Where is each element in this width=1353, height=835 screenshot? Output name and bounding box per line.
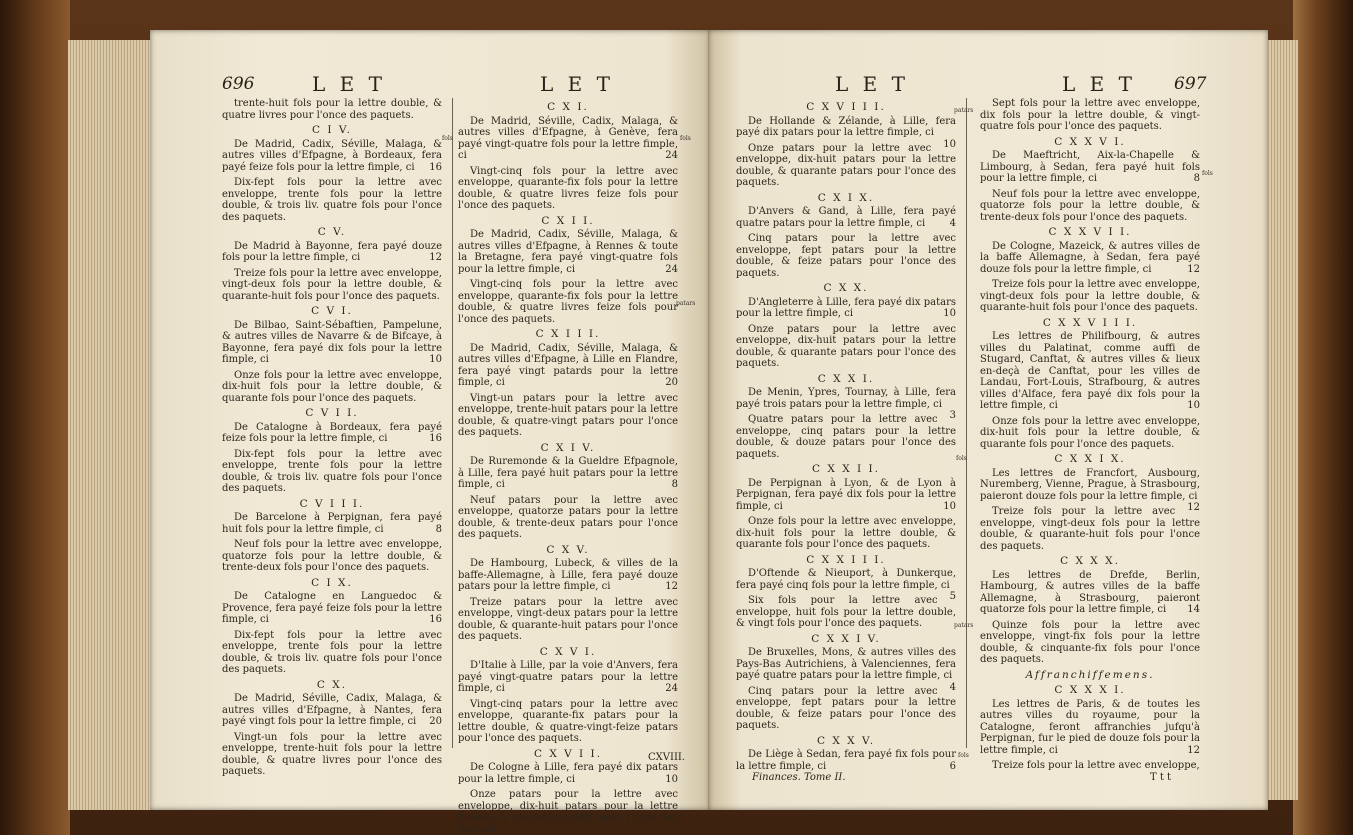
- paragraph-text: Neuf fols pour la lettre avec enveloppe, quatorze fols pour la lettre double, & trente-deux fols pour l'once des paquets.: [222, 539, 442, 573]
- margin-note: patars: [676, 300, 696, 307]
- paragraph-text: De Hambourg, Lubeck, & villes de la baffe-Allemagne, à Lille, fera payé douze patars pour la lettre fimple, ci: [458, 558, 678, 592]
- book-edge-right: [1293, 0, 1353, 835]
- paragraph: [458, 229, 678, 275]
- section-number: C X I I I.: [535, 328, 601, 340]
- paragraph-text: Onze patars pour la lettre avec enveloppe, dix-huit patars pour la lettre double, & quarante patars pour l'once des paquets.: [736, 323, 956, 369]
- paragraph: [736, 233, 956, 279]
- rate-amount: 10: [943, 138, 956, 150]
- section-number: C V I.: [311, 305, 353, 317]
- paragraph-text: Neuf fols pour la lettre avec enveloppe, quatorze fols pour la lettre double, & trente-deux fols pour l'once des paquets.: [980, 188, 1200, 223]
- paragraph: [736, 206, 956, 229]
- paragraph-text: Dix-fept fols pour la lettre avec enveloppe, trente fols pour la lettre double, & trois liv. quatre fols pour l'once des paquets.: [222, 448, 442, 494]
- rate-amount: 12: [1187, 502, 1200, 513]
- paragraph-text: Vingt-cinq fols pour la lettre avec enveloppe, quarante-fix fols pour la lettre double, & quatre livres feize fols pour l'once des paquets.: [458, 165, 678, 211]
- paragraph: [980, 467, 1200, 513]
- page-edges-right: [1266, 40, 1298, 800]
- left-column-2: [458, 98, 678, 835]
- paragraph: [222, 693, 442, 728]
- right-running-head-1: L E T: [835, 72, 909, 96]
- section-number: C X V.: [546, 543, 590, 556]
- paragraph: [736, 568, 956, 602]
- left-folio: 696: [222, 74, 255, 94]
- paragraph-text: Onze fols pour la lettre avec enveloppe, dix-huit fols pour la lettre double, & quarante fols pour l'once des paquets.: [222, 369, 442, 404]
- paragraph-text: De Cologne à Lille, fera payé dix patars pour la lettre fimple, ci: [458, 762, 678, 785]
- paragraph-text: D'Italie à Lille, par la voie d'Anvers, fera payé vingt-quatre patars pour la lettre fimple, ci: [458, 660, 678, 694]
- paragraph: [980, 570, 1200, 616]
- paragraph: [458, 495, 678, 541]
- paragraph-text: Onze fols pour la lettre avec enveloppe, dix-huit fols pour la lettre double, & quarante fols pour l'once des paquets.: [980, 415, 1200, 450]
- paragraph: [980, 189, 1200, 224]
- section-number: C X I.: [547, 101, 589, 113]
- rate-amount: 16: [429, 433, 442, 444]
- paragraph: [458, 558, 678, 593]
- margin-note: fols: [956, 455, 967, 462]
- rate-amount: 12: [1187, 263, 1200, 275]
- paragraph-text: De Bilbao, Saint-Sébaftien, Pampelune, & autres villes de Navarre & de Bifcaye, à Bayonne, fera payé dix fols pour la lettre fimple, ci: [222, 319, 442, 365]
- paragraph-text: De Bruxelles, Mons, & autres villes des Pays-Bas Autrichiens, à Valenciennes, fera payé quatre patars pour la lettre fimple, ci: [736, 647, 956, 681]
- section-number: C X X V.: [816, 734, 876, 747]
- right-column-2: [980, 98, 1200, 776]
- paragraph-text: De Catalogne en Languedoc & Provence, fera payé feize fols pour la lettre fimple, ci: [222, 591, 442, 625]
- paragraph-text: Vingt-cinq fols pour la lettre avec enveloppe, quarante-fix fols pour la lettre double, & quatre livres feize fols pour l'once des paquets.: [458, 279, 678, 325]
- paragraph: [980, 279, 1200, 314]
- paragraph: [222, 732, 442, 778]
- rate-amount: 10: [1187, 400, 1200, 411]
- rate-amount: 8: [671, 479, 678, 490]
- paragraph-text: Onze patars pour la lettre avec enveloppe, dix-huit patars pour la lettre double, & quarante patars pour l'once des paquets.: [458, 789, 678, 835]
- paragraph: [736, 324, 956, 370]
- paragraph: [222, 591, 442, 626]
- paragraph-text: Les lettres de Drefde, Berlin, Hambourg, & autres villes de la baffe Allemagne, à Strasbourg, paieront quatorze fols pour la lettre fimple, ci: [980, 569, 1200, 615]
- paragraph-text: Treize patars pour la lettre avec enveloppe, vingt-deux patars pour la lettre double, & quarante-huit patars pour l'once des paquets.: [458, 596, 678, 642]
- paragraph: [458, 762, 678, 785]
- paragraph: [736, 595, 956, 630]
- paragraph: [222, 98, 442, 121]
- paragraph: [736, 414, 956, 460]
- section-number: C V I I I.: [299, 497, 365, 510]
- section-number: C X X I I.: [812, 463, 880, 475]
- paragraph: [458, 393, 678, 439]
- rate-amount: 10: [665, 773, 678, 785]
- column-rule-left: [452, 98, 453, 748]
- paragraph: [222, 370, 442, 405]
- section-number: C X X V I.: [1054, 135, 1126, 148]
- section-number: C X V I.: [539, 645, 597, 658]
- rate-amount: 4: [949, 681, 956, 693]
- paragraph-text: Cinq patars pour la lettre avec enveloppe, fept patars pour la lettre double, & feize patars pour l'once des paquets.: [736, 685, 956, 731]
- left-running-head-1: L E T: [312, 72, 386, 96]
- paragraph: [458, 660, 678, 695]
- paragraph-text: Vingt-un fols pour la lettre avec enveloppe, trente-huit fols pour la lettre double, & quatre livres pour l'once des paquets.: [222, 731, 442, 777]
- paragraph-text: trente-huit fols pour la lettre double, & quatre livres pour l'once des paquets.: [222, 98, 442, 121]
- paragraph-text: Vingt-un patars pour la lettre avec enveloppe, trente-huit patars pour la lettre double, & quatre-vingt patars pour l'once des paquets.: [458, 392, 678, 438]
- section-number: C X X X I.: [1054, 684, 1126, 696]
- paragraph: [222, 422, 442, 445]
- column-rule-right: [966, 98, 967, 748]
- paragraph-text: De Madrid, Cadix, Séville, Malaga, & autres villes d'Efpagne, à Bordeaux, fera payé feize fols pour la lettre fimple, ci: [222, 138, 442, 173]
- section-number: C I X.: [311, 576, 353, 589]
- paragraph: [222, 177, 442, 223]
- section-number: C X I X.: [817, 191, 875, 204]
- paragraph: [736, 647, 956, 693]
- rate-amount: 24: [665, 683, 678, 694]
- paragraph-text: Six fols pour la lettre avec enveloppe, huit fols pour la lettre double, & vingt fols pour l'once des paquets.: [736, 595, 956, 629]
- paragraph-text: Quatre patars pour la lettre avec enveloppe, cinq patars pour la lettre double, & douze patars pour l'once des paquets.: [736, 414, 956, 460]
- signature-mark: T t t: [1150, 772, 1172, 783]
- paragraph-text: Onze patars pour la lettre avec enveloppe, dix-huit patars pour la lettre double, & quarante patars pour l'once des paquets.: [736, 142, 956, 188]
- left-running-head-2: L E T: [540, 72, 614, 96]
- margin-note: fols: [442, 135, 453, 142]
- paragraph: [458, 279, 678, 325]
- paragraph-text: Sept fols pour la lettre avec enveloppe, dix fols pour la lettre double, & vingt-quatre fols pour l'once des paquets.: [980, 98, 1200, 132]
- section-number: C V.: [317, 226, 347, 238]
- paragraph-text: D'Angleterre à Lille, fera payé dix patars pour la lettre fimple, ci: [736, 296, 956, 319]
- section-number: C X X V I I.: [1048, 226, 1132, 238]
- rate-amount: 20: [429, 716, 442, 727]
- paragraph: [736, 297, 956, 320]
- paragraph-text: Treize fols pour la lettre avec enveloppe,: [992, 760, 1200, 771]
- paragraph: [980, 620, 1200, 666]
- left-column-1: [222, 98, 442, 782]
- right-column-1: [736, 98, 956, 776]
- paragraph-text: De Ruremonde & la Gueldre Efpagnole, à Lille, fera payé huit patars pour la lettre fimple, ci: [458, 456, 678, 490]
- paragraph-text: Vingt-cinq patars pour la lettre avec enveloppe, quarante-fix patars pour la lettre double, & quatre-vingt-feize patars pour l'once des paquets.: [458, 698, 678, 744]
- section-number: C X V I I I.: [806, 101, 886, 113]
- paragraph: [222, 449, 442, 495]
- paragraph-text: D'Oftende & Nieuport, à Dunkerque, fera payé cinq fols pour la lettre fimple, ci: [736, 568, 956, 591]
- paragraph: [980, 506, 1200, 552]
- paragraph: [458, 166, 678, 212]
- paragraph-text: Les lettres de Philifbourg, & autres villes du Palatinat, comme auffi de Stugard, Canftat, & autres villes & lieux en-deçà de Canftat, pour les villes de Landau, Fort-Louis, Strafbourg, & autres villes d'Alface, fera payé dix fols pour la lettre fimple, ci: [980, 331, 1200, 411]
- paragraph: [980, 760, 1200, 772]
- margin-note: fols: [1202, 170, 1213, 177]
- section-number: C X X.: [823, 282, 869, 294]
- rate-amount: 8: [435, 523, 442, 535]
- paragraph-text: Quinze fols pour la lettre avec enveloppe, vingt-fix fols pour la lettre double, & cinquante-fix fols pour l'once des paquets.: [980, 619, 1200, 665]
- rate-amount: 5: [949, 591, 956, 602]
- section-number: C V I I.: [305, 407, 359, 419]
- rate-amount: 10: [943, 500, 956, 512]
- rate-amount: 10: [943, 308, 956, 319]
- rate-amount: 12: [1187, 744, 1200, 756]
- margin-note: patars: [954, 107, 974, 114]
- paragraph: [458, 699, 678, 745]
- paragraph: [736, 516, 956, 551]
- section-number: C X X V I I I.: [1042, 316, 1138, 329]
- rate-amount: 16: [429, 614, 442, 625]
- paragraph-text: De Liège à Sedan, fera payé fix fols pour la lettre fimple, ci: [736, 749, 956, 772]
- footer-title: Finances. Tome II.: [752, 772, 846, 783]
- paragraph: [736, 115, 956, 150]
- margin-note: fols: [680, 135, 691, 142]
- section-subtitle: Affranchiffemens.: [1025, 668, 1155, 681]
- rate-amount: 3: [949, 410, 956, 421]
- paragraph: [222, 539, 442, 574]
- paragraph: [458, 789, 678, 835]
- margin-note: patars: [954, 622, 974, 629]
- catchword: CXVIII.: [648, 752, 686, 763]
- paragraph: [980, 416, 1200, 451]
- paragraph-text: De Perpignan à Lyon, & de Lyon à Perpignan, fera payé dix fols pour la lettre fimple, ci: [736, 477, 956, 512]
- section-number: C X.: [316, 678, 348, 691]
- paragraph: [222, 268, 442, 303]
- paragraph: [458, 116, 678, 162]
- paragraph-text: Dix-fept fols pour la lettre avec enveloppe, trente fols pour la lettre double, & trois liv. quatre fols pour l'once des paquets.: [222, 177, 442, 223]
- paragraph: [222, 241, 442, 264]
- paragraph-text: Treize fols pour la lettre avec enveloppe, vingt-deux fols pour la lettre double, & quarante-huit fols pour l'once des paquets.: [222, 267, 442, 302]
- paragraph: [458, 343, 678, 389]
- rate-amount: 16: [429, 161, 442, 173]
- paragraph: [458, 597, 678, 643]
- section-number: C I V.: [312, 124, 352, 136]
- rate-amount: 24: [665, 263, 678, 275]
- paragraph: [736, 387, 956, 421]
- paragraph-text: Cinq patars pour la lettre avec enveloppe, fept patars pour la lettre double, & feize patars pour l'once des paquets.: [736, 233, 956, 279]
- right-folio: 697: [1174, 74, 1207, 94]
- paragraph-text: Neuf patars pour la lettre avec enveloppe, quatorze patars pour la lettre double, & trente-deux patars pour l'once des paquets.: [458, 494, 678, 540]
- paragraph: [222, 512, 442, 535]
- book-spine-left: [0, 0, 70, 835]
- page-edges-left: [68, 40, 152, 810]
- paragraph-text: Les lettres de Paris, & de toutes les autres villes du royaume, pour la Catalogne, feront affranchies jufqu'à Perpignan, fur le pied de douze fols pour la lettre fimple, ci: [980, 698, 1200, 756]
- paragraph: [980, 241, 1200, 276]
- paragraph: [222, 139, 442, 174]
- paragraph-text: De Menin, Ypres, Tournay, à Lille, fera payé trois patars pour la lettre fimple, ci: [736, 387, 956, 410]
- paragraph-text: De Madrid, Cadix, Séville, Malaga, & autres villes d'Efpagne, à Lille en Flandre, fera payé vingt patards pour la lettre fimple, ci: [458, 342, 678, 388]
- section-number: C X I I.: [541, 214, 595, 227]
- paragraph-text: De Catalogne à Bordeaux, fera payé feize fols pour la lettre fimple, ci: [222, 421, 442, 444]
- rate-amount: 4: [949, 217, 956, 229]
- paragraph: [222, 630, 442, 676]
- paragraph-text: De Hollande & Zélande, à Lille, fera payé dix patars pour la lettre fimple, ci: [736, 115, 956, 138]
- paragraph: [736, 143, 956, 189]
- rate-amount: 24: [665, 150, 678, 161]
- section-number: C X V I I.: [533, 747, 603, 760]
- paragraph-text: De Madrid, Cadix, Séville, Malaga, & autres villes d'Efpagne, à Rennes & toute la Bretagne, fera payé vingt-quatre fols pour la lettre fimple, ci: [458, 229, 678, 275]
- paragraph-text: Treize fols pour la lettre avec enveloppe, vingt-deux fols pour la lettre double, & quarante-huit fols pour l'once des paquets.: [980, 279, 1200, 313]
- paragraph: [980, 699, 1200, 757]
- paragraph: [736, 478, 956, 513]
- rate-amount: 14: [1187, 604, 1200, 615]
- paragraph: [736, 749, 956, 772]
- paragraph-text: De Madrid à Bayonne, fera payé douze fols pour la lettre fimple, ci: [222, 240, 442, 263]
- rate-amount: 12: [429, 252, 442, 263]
- section-number: C X X I X.: [1054, 453, 1126, 465]
- paragraph-text: Dix-fept fols pour la lettre avec enveloppe, trente fols pour la lettre double, & trois liv. quatre fols pour l'once des paquets.: [222, 629, 442, 675]
- section-number: C X X I I I.: [806, 553, 886, 566]
- section-number: C X X I V.: [811, 632, 881, 645]
- rate-amount: 6: [949, 760, 956, 772]
- paragraph-text: De Cologne, Mazeick, & autres villes de la baffe Allemagne, à Sedan, fera payé douze fols pour la lettre fimple, ci: [980, 240, 1200, 275]
- paragraph: [458, 456, 678, 491]
- paragraph-text: Les lettres de Francfort, Ausbourg, Nuremberg, Vienne, Prague, à Strasbourg, paieront douze fols pour la lettre fimple, ci: [980, 467, 1200, 502]
- paragraph: [980, 150, 1200, 185]
- section-number: C X X I.: [817, 372, 875, 385]
- rate-amount: 20: [665, 377, 678, 388]
- paragraph-text: D'Anvers & Gand, à Lille, fera payé quatre patars pour la lettre fimple, ci: [736, 206, 956, 229]
- paragraph: [736, 686, 956, 732]
- margin-note: fols: [958, 752, 969, 759]
- paragraph: [980, 98, 1200, 133]
- paragraph-text: De Maeftricht, Aix-la-Chapelle & Limbourg, à Sedan, fera payé huit fols pour la lettre fimple, ci: [980, 150, 1200, 184]
- right-running-head-2: L E T: [1062, 72, 1136, 96]
- paragraph: [980, 331, 1200, 412]
- section-number: C X I V.: [540, 441, 596, 454]
- section-number: C X X X.: [1060, 555, 1120, 567]
- rate-amount: 8: [1193, 173, 1200, 184]
- paragraph: [222, 320, 442, 366]
- paragraph-text: Treize fols pour la lettre avec enveloppe, vingt-deux fols pour la lettre double, & quarante-huit fols pour l'once des paquets.: [980, 506, 1200, 552]
- rate-amount: 12: [665, 581, 678, 592]
- rate-amount: 10: [429, 354, 442, 365]
- paragraph-text: De Madrid, Séville, Cadix, Malaga, & autres villes d'Efpagne, à Genève, fera payé vingt-quatre fols pour la lettre fimple, ci: [458, 115, 678, 161]
- paragraph-text: De Barcelone à Perpignan, fera payé huit fols pour la lettre fimple, ci: [222, 512, 442, 535]
- paragraph-text: Onze fols pour la lettre avec enveloppe, dix-huit fols pour la lettre double, & quarante fols pour l'once des paquets.: [736, 516, 956, 550]
- paragraph-text: De Madrid, Séville, Cadix, Malaga, & autres villes d'Efpagne, à Nantes, fera payé vingt fols pour la lettre fimple, ci: [222, 693, 442, 727]
